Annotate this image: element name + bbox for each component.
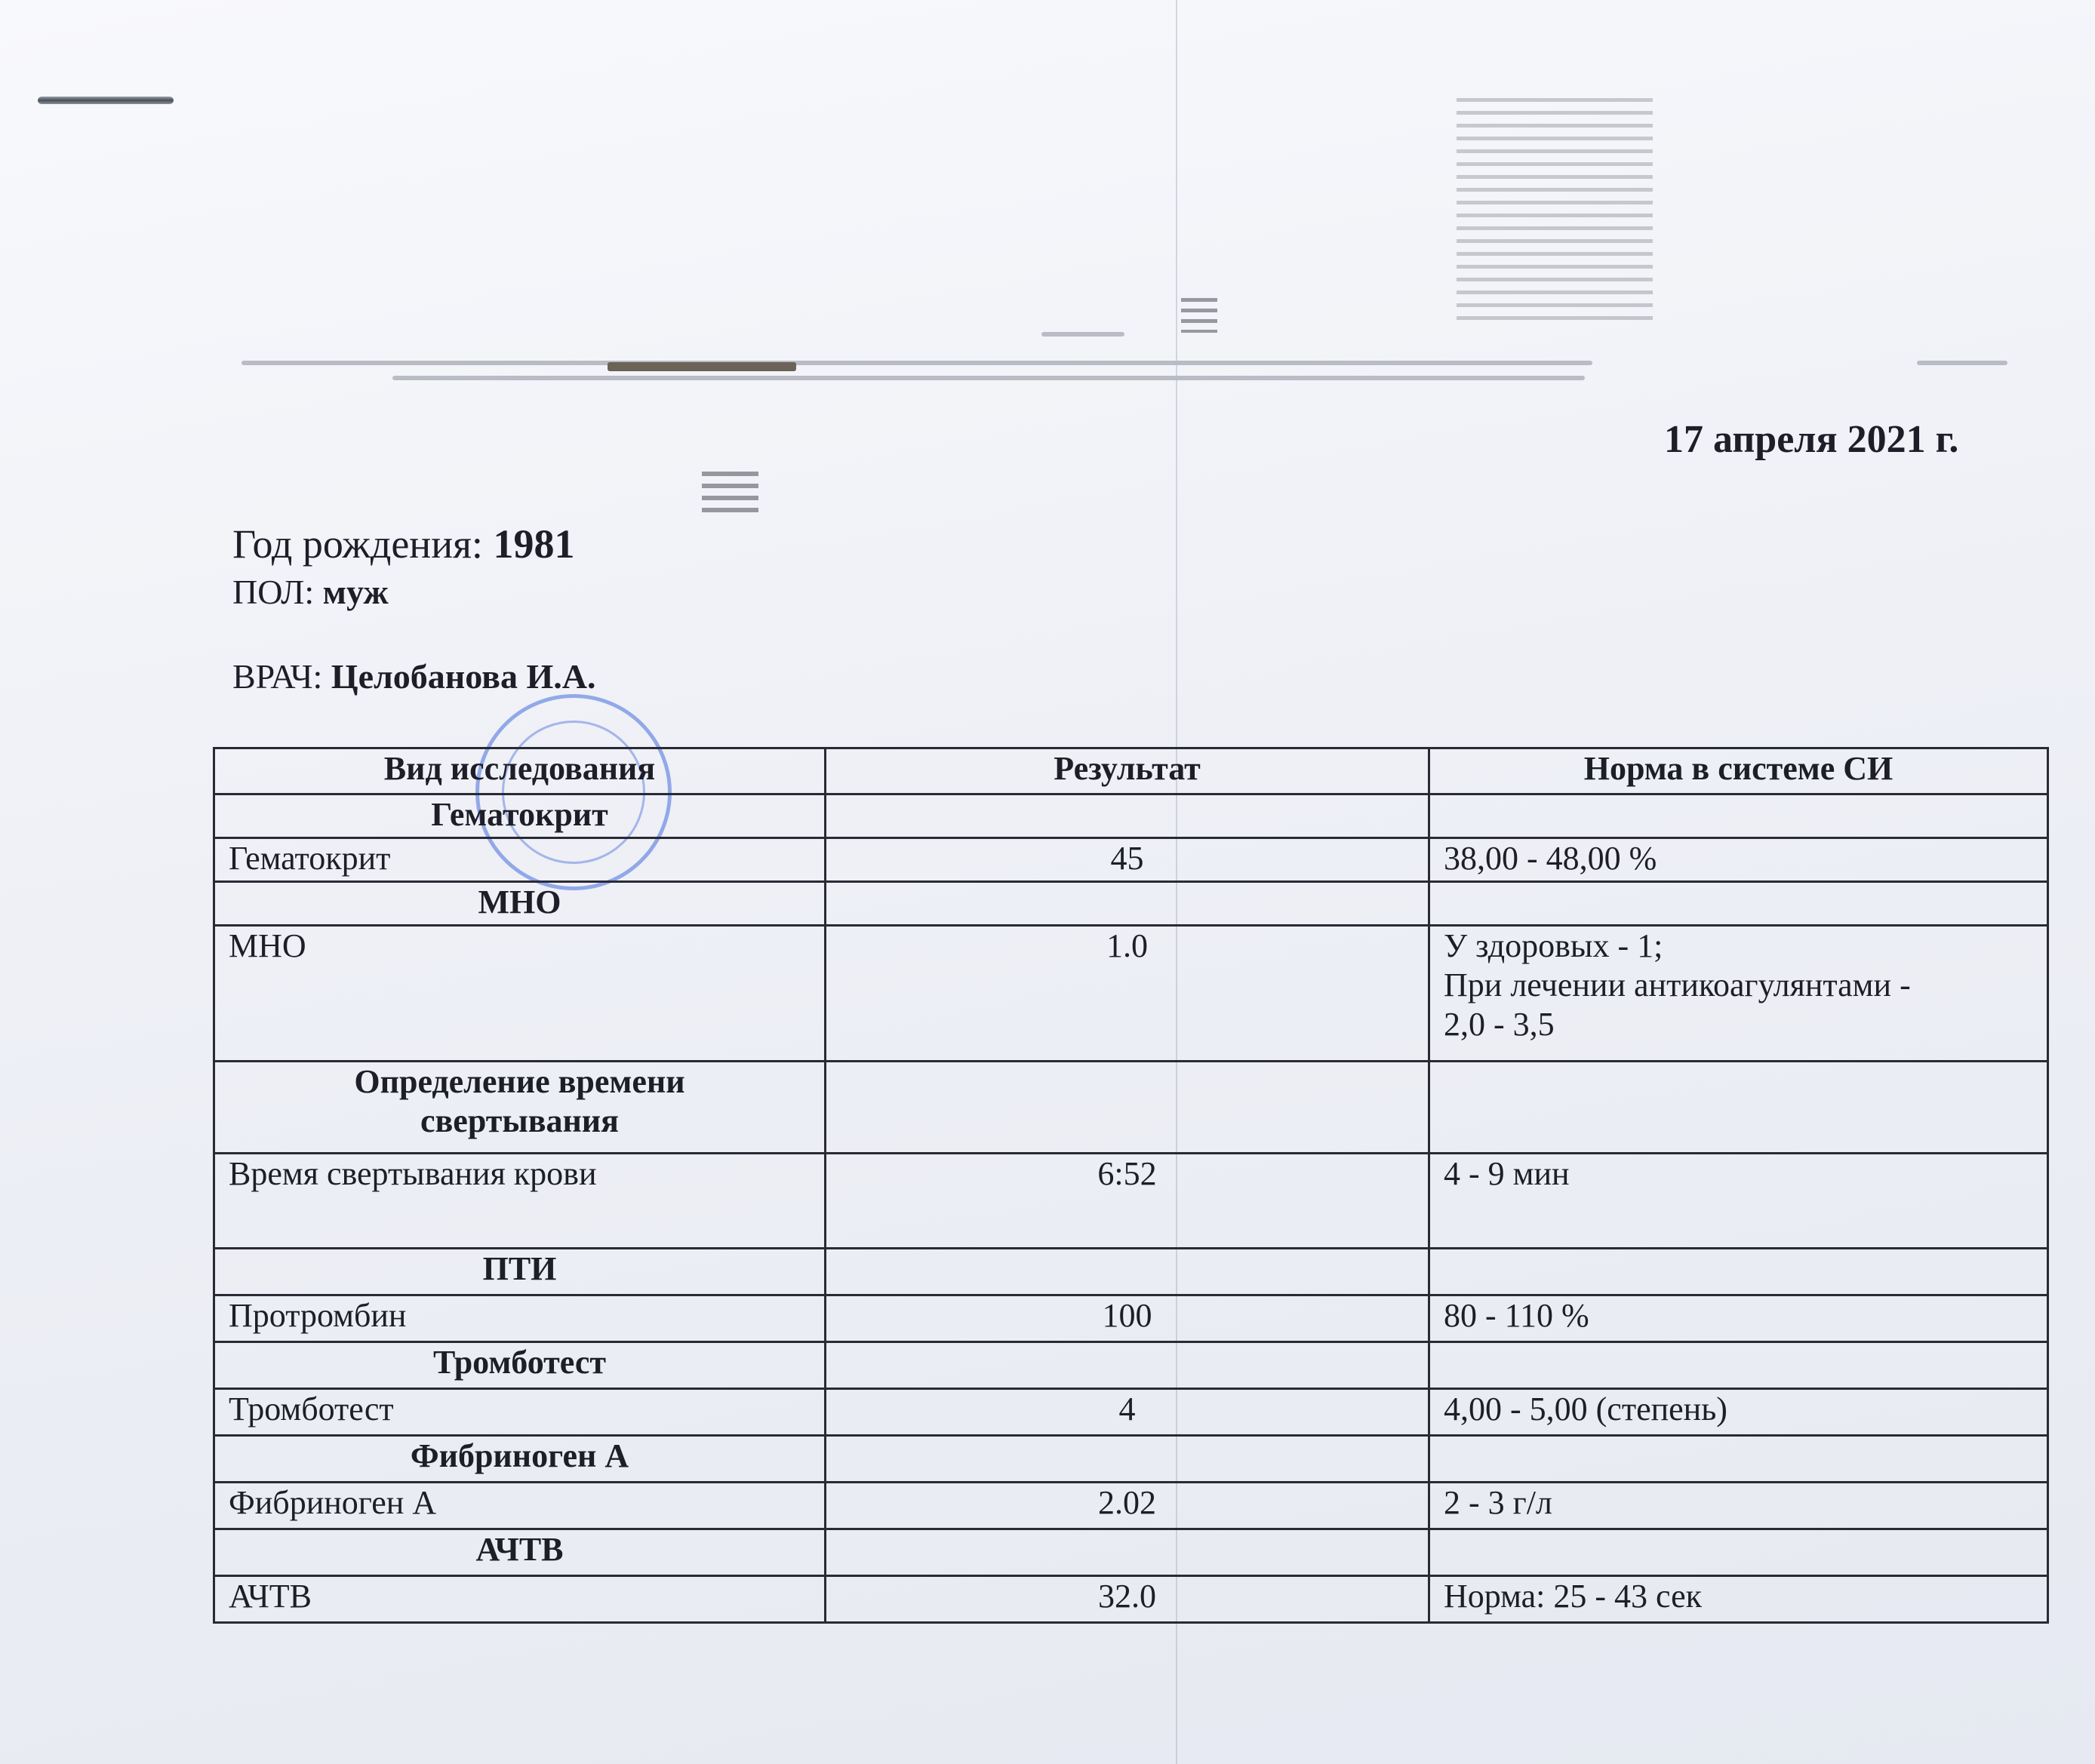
doctor-label: ВРАЧ: — [232, 657, 323, 696]
test-result: 45 — [826, 838, 1429, 882]
test-name: АЧТВ — [214, 1576, 826, 1623]
group-title: МНО — [214, 882, 826, 926]
test-norm: 80 - 110 % — [1429, 1295, 2048, 1342]
test-norm: 2 - 3 г/л — [1429, 1483, 2048, 1529]
group-row — [214, 882, 2048, 926]
test-norm: 4 - 9 мин — [1429, 1154, 2048, 1249]
group-row — [214, 1249, 2048, 1295]
redacted-block — [1181, 298, 1217, 333]
group-title: Фибриноген А — [214, 1436, 826, 1483]
table-row — [214, 1295, 2048, 1342]
redacted-mark — [608, 362, 796, 371]
redacted-line — [241, 361, 1592, 365]
table-header-row — [214, 748, 2048, 794]
redacted-line — [392, 376, 1585, 380]
group-title: Тромботест — [214, 1342, 826, 1389]
group-row — [214, 1529, 2048, 1576]
test-result: 6:52 — [826, 1154, 1429, 1249]
patient-sex — [232, 572, 389, 612]
table-row — [214, 926, 2048, 1062]
norm-line: При лечении антикоагулянтами - — [1444, 967, 1911, 1003]
group-title-line: Определение времени — [354, 1063, 685, 1100]
test-norm: Норма: 25 - 43 сек — [1429, 1576, 2048, 1623]
birth-year — [232, 521, 574, 567]
header-test: Вид исследования — [214, 748, 826, 794]
group-row — [214, 794, 2048, 838]
test-norm — [1429, 926, 2048, 1062]
group-row — [214, 1342, 2048, 1389]
redacted-line — [1041, 332, 1124, 337]
test-name: Время свертывания крови — [214, 1154, 826, 1249]
group-row — [214, 1062, 2048, 1154]
birth-year-value: 1981 — [493, 521, 575, 567]
doctor-name: Целобанова И.А. — [331, 657, 596, 696]
test-result: 2.02 — [826, 1483, 1429, 1529]
header-result: Результат — [826, 748, 1429, 794]
lab-results-table — [213, 747, 2049, 1624]
group-title — [214, 1062, 826, 1154]
sex-label: ПОЛ: — [232, 573, 315, 611]
doctor — [232, 656, 596, 696]
report-date: 17 апреля 2021 г. — [1664, 418, 1959, 461]
test-norm: 4,00 - 5,00 (степень) — [1429, 1389, 2048, 1436]
table-row — [214, 1389, 2048, 1436]
test-result: 4 — [826, 1389, 1429, 1436]
table-row — [214, 1154, 2048, 1249]
test-result: 1.0 — [826, 926, 1429, 1062]
test-norm: 38,00 - 48,00 % — [1429, 838, 2048, 882]
redacted-block — [1457, 98, 1653, 324]
test-result: 100 — [826, 1295, 1429, 1342]
staple — [38, 97, 174, 104]
test-name: Фибриноген А — [214, 1483, 826, 1529]
group-title-line: свертывания — [420, 1102, 619, 1139]
test-result: 32.0 — [826, 1576, 1429, 1623]
norm-line: У здоровых - 1; — [1444, 927, 1663, 964]
header-norm: Норма в системе СИ — [1429, 748, 2048, 794]
group-title: Гематокрит — [214, 794, 826, 838]
redacted-line — [1917, 361, 2007, 365]
table-row — [214, 1576, 2048, 1623]
test-name: МНО — [214, 926, 826, 1062]
norm-line: 2,0 - 3,5 — [1444, 1006, 1555, 1043]
redacted-block — [702, 472, 758, 515]
group-title: ПТИ — [214, 1249, 826, 1295]
group-title: АЧТВ — [214, 1529, 826, 1576]
sex-value: муж — [322, 573, 389, 611]
table-row — [214, 1483, 2048, 1529]
test-name: Тромботест — [214, 1389, 826, 1436]
table-row — [214, 838, 2048, 882]
test-name: Гематокрит — [214, 838, 826, 882]
test-name: Протромбин — [214, 1295, 826, 1342]
group-row — [214, 1436, 2048, 1483]
birth-year-label: Год рождения: — [232, 521, 483, 567]
